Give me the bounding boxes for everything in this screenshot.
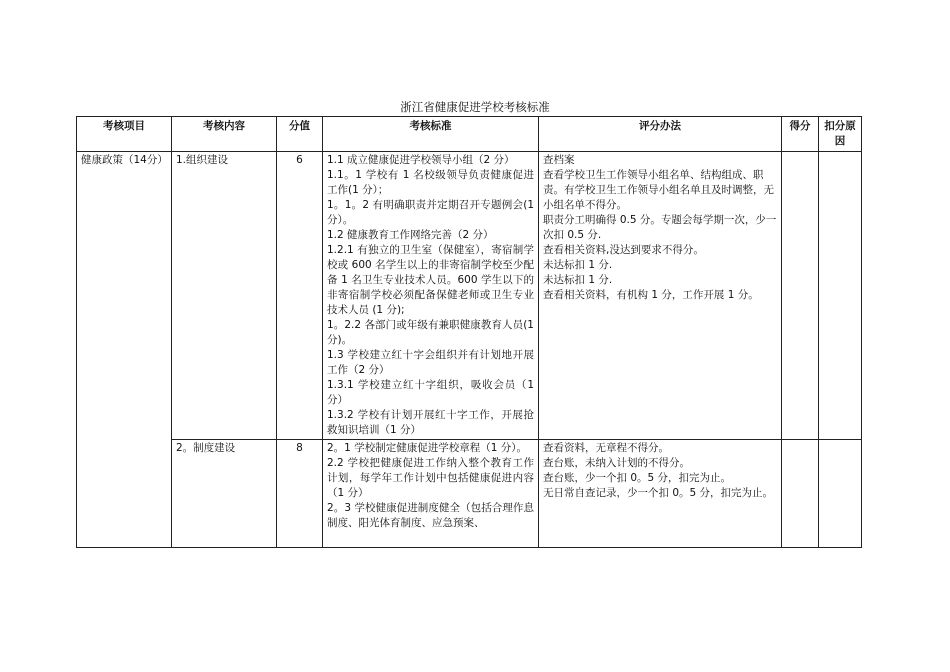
method-cell (539, 440, 782, 548)
standard-line: 1.1。1 学校有 1 名校级领导负责健康促进工作(1 分）； (327, 169, 534, 196)
standard-line: 1.3.1 学校建立红十字组织，吸收会员（1 分） (327, 379, 534, 406)
standard-line: 1。1。2 有明确职责并定期召开专题例会(1 分）。 (327, 199, 534, 226)
standard-line: 1。2.2 各部门或年级有兼职健康教育人员(1 分)。 (327, 319, 534, 346)
standard-line: 1.3 学校建立红十字会组织并有计划地开展工作（2 分） (327, 349, 534, 376)
reason-cell (819, 152, 862, 440)
document-title: 浙江省健康促进学校考核标准 (400, 100, 550, 114)
header-method: 评分办法 (539, 117, 782, 152)
method-line: 查看相关资料,没达到要求不得分。 (543, 244, 704, 256)
content-cell: 1.组织建设 (172, 152, 277, 440)
header-standard: 考核标准 (323, 117, 539, 152)
header-got: 得分 (782, 117, 819, 152)
standard-line: 1.1 成立健康促进学校领导小组（2 分） (327, 154, 515, 166)
content-cell: 2。制度建设 (172, 440, 277, 548)
reason-cell (819, 440, 862, 548)
table-row (77, 440, 862, 548)
method-line: 查台账，未纳入计划的不得分。 (543, 457, 690, 469)
standard-cell (323, 440, 539, 548)
method-cell (539, 152, 782, 440)
method-line: 查看相关资料，有机构 1 分，工作开展 1 分。 (543, 289, 759, 301)
header-content: 考核内容 (172, 117, 277, 152)
method-line: 查看学校卫生工作领导小组名单、结构组成、职责。有学校卫生工作领导小组名单且及时调整，无小组名单不得分。 (543, 169, 774, 211)
method-line: 查台账，少一个扣 0。5 分，扣完为止。 (543, 472, 732, 484)
header-item: 考核项目 (77, 117, 172, 152)
got-cell (782, 440, 819, 548)
header-reason: 扣分原因 (819, 117, 862, 152)
method-line: 职责分工明确得 0.5 分。专题会每学期一次，少一次扣 0.5 分. (543, 214, 777, 241)
score-cell: 6 (277, 152, 323, 440)
standard-line: 2。3 学校健康促进制度健全（包括合理作息制度、阳光体育制度、应急预案、 (327, 502, 534, 529)
method-line: 无日常自查记录，少一个扣 0。5 分，扣完为止。 (543, 487, 774, 499)
assessment-table (76, 116, 862, 548)
standard-line: 1.2 健康教育工作网络完善（2 分） (327, 229, 494, 241)
method-line: 未达标扣 1 分. (543, 259, 613, 271)
method-line: 未达标扣 1 分. (543, 274, 613, 286)
standard-line: 2。1 学校制定健康促进学校章程（1 分）。 (327, 442, 527, 454)
standard-line: 1.2.1 有独立的卫生室（保健室），寄宿制学校或 600 名学生以上的非寄宿制学校至少配备 1 名卫生专业技术人员。600 学生以下的非寄宿制学校必须配备保健老师或卫生专业技术人员 (1 分); (327, 244, 534, 316)
got-cell (782, 152, 819, 440)
standard-line: 1.3.2 学校有计划开展红十字工作，开展抢救知识培训（1 分） (327, 409, 534, 436)
method-line: 查看资料，无章程不得分。 (543, 442, 669, 454)
table-row (77, 152, 862, 440)
standard-cell (323, 152, 539, 440)
standard-line: 2.2 学校把健康促进工作纳入整个教育工作计划，每学年工作计划中包括健康促进内容（1 分） (327, 457, 534, 499)
method-line: 查档案 (543, 154, 575, 166)
header-score: 分值 (277, 117, 323, 152)
item-cell: 健康政策（14分） (77, 152, 172, 548)
score-cell: 8 (277, 440, 323, 548)
table-header-row (77, 117, 862, 152)
